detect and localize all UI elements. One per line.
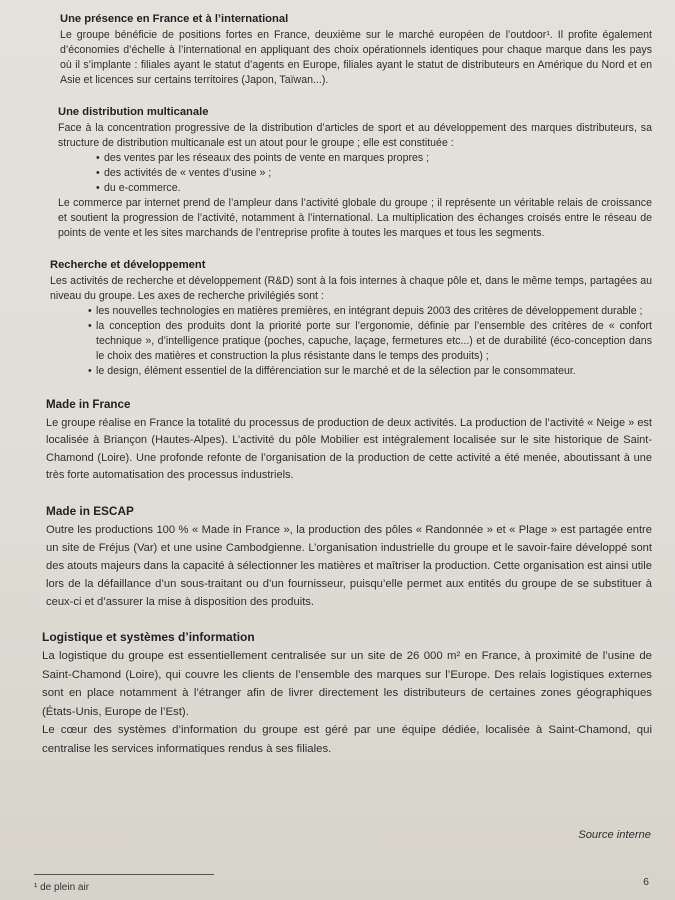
paragraph: Le cœur des systèmes d’information du groupe est géré par une équipe dédiée, localisée à Saint-Chamond, qui centralise les services informatiques rendus à ses filiales. <box>42 724 652 755</box>
section-logistics <box>42 628 652 759</box>
paragraph: Le groupe réalise en France la totalité du processus de production de deux activités. La production de l’activité « Neige » est localisée à Briançon (Hautes-Alpes). L’activité du pôle Mobilier est intégralement localisée sur le site historique de Saint-Chamond (Loire). Une profonde refonte de l’organisation de la production de cette activité a été menée, aboutissant à une très forte automatisation des processus industriels. <box>46 416 652 481</box>
section-heading: Une distribution multicanale <box>58 106 209 118</box>
section-heading: Made in ESCAP <box>46 503 134 518</box>
page-number: 6 <box>643 876 649 888</box>
list-item: • les nouvelles technologies en matières premières, en intégrant depuis 2003 des critères de développement durable ; <box>88 304 652 319</box>
source-note: Source interne <box>578 829 651 841</box>
document-body <box>42 12 652 758</box>
section-made-in-escap <box>42 502 652 611</box>
paragraph-intro: Face à la concentration progressive de la distribution d’articles de sport et au développement des marques distributeurs, sa structure de distribution multicanale est un atout pour le groupe ; elle est constituée : <box>58 122 652 149</box>
section-made-in-france <box>42 396 652 485</box>
paragraph: Le groupe bénéficie de positions fortes en France, deuxième sur le marché européen de l’outdoor¹. Il profite également d’économies d’échelle à l’international en appliquant des choix opérationnels identiques pour chaque marque dans les pays où il s’implante : filiales ayant le statut d’agents en Europe, filiales ayant le statut de distributeurs en Amérique du Nord et en Asie et licences sur certains territoires (Japon, Taïwan...). <box>60 29 652 86</box>
section-rd <box>42 258 652 379</box>
paragraph-outro: Le commerce par internet prend de l’ampleur dans l’activité globale du groupe ; il représente un véritable relais de croissance et soutient la progression de l’activité, notamment à l’international. La multiplication des échanges croisés entre le réseau de points de vente et les sites marchands de l’entreprise profite à toutes les marques et tous les segments. <box>58 197 652 239</box>
bullet-list <box>58 151 652 196</box>
paragraph-intro: Les activités de recherche et développement (R&D) sont à la fois internes à chaque pôle et, dans le même temps, partagées au niveau du groupe. Les axes de recherche privilégiés sont : <box>50 275 652 302</box>
list-item: • des ventes par les réseaux des points de vente en marques propres ; <box>96 151 652 166</box>
paragraph: Outre les productions 100 % « Made in France », la production des pôles « Randonnée » et « Plage » est partagée entre un site de Fréjus (Var) et une usine Cambodgienne. L’organisation industrielle du groupe et le savoir-faire développé sont des atouts majeurs dans la capacité à sélectionner les matières et maîtriser la production. Cette organisation est ainsi utile lors de la défaillance d’un sous-traitant ou d’un fournisseur, puisqu’elle permet aux entités du groupe de se substituer à ceux-ci et d’assurer la mise à disposition des produits. <box>46 523 652 608</box>
section-heading: Made in France <box>46 398 131 411</box>
list-item: • des activités de « ventes d’usine » ; <box>96 166 652 181</box>
list-item: • la conception des produits dont la priorité porte sur l’ergonomie, définie par l’ensemble des critères de « confort technique », d’intelligence pratique (poches, capuche, laçage, fermetures etc...) et de durabilité (éco-conception dans le choix des matières et construction la plus résistante dans le temps des produits) ; <box>88 319 652 364</box>
bullet-list <box>50 304 652 379</box>
footnote: ¹ de plein air <box>34 882 90 893</box>
paragraph: La logistique du groupe est essentiellement centralisée sur un site de 26 000 m² en France, à proximité de l’usine de Saint-Chamond (Loire), qui couvre les clients de l’ensemble des marques sur l’Europe. Des relais logistiques externes sont en place notamment à l’étranger afin de livrer directement les distributeurs de certaines zones géographiques (États-Unis, Europe de l’Est). <box>42 650 652 718</box>
list-item: • du e-commerce. <box>96 181 652 196</box>
section-heading: Recherche et développement <box>50 259 206 271</box>
section-international <box>42 12 652 88</box>
footnote-divider <box>34 874 214 875</box>
list-item: • le design, élément essentiel de la différenciation sur le marché et de la sélection par le consommateur. <box>88 364 652 379</box>
section-heading: Logistique et systèmes d’information <box>42 629 255 644</box>
section-heading: Une présence en France et à l’international <box>60 13 289 25</box>
section-distribution <box>42 105 652 241</box>
